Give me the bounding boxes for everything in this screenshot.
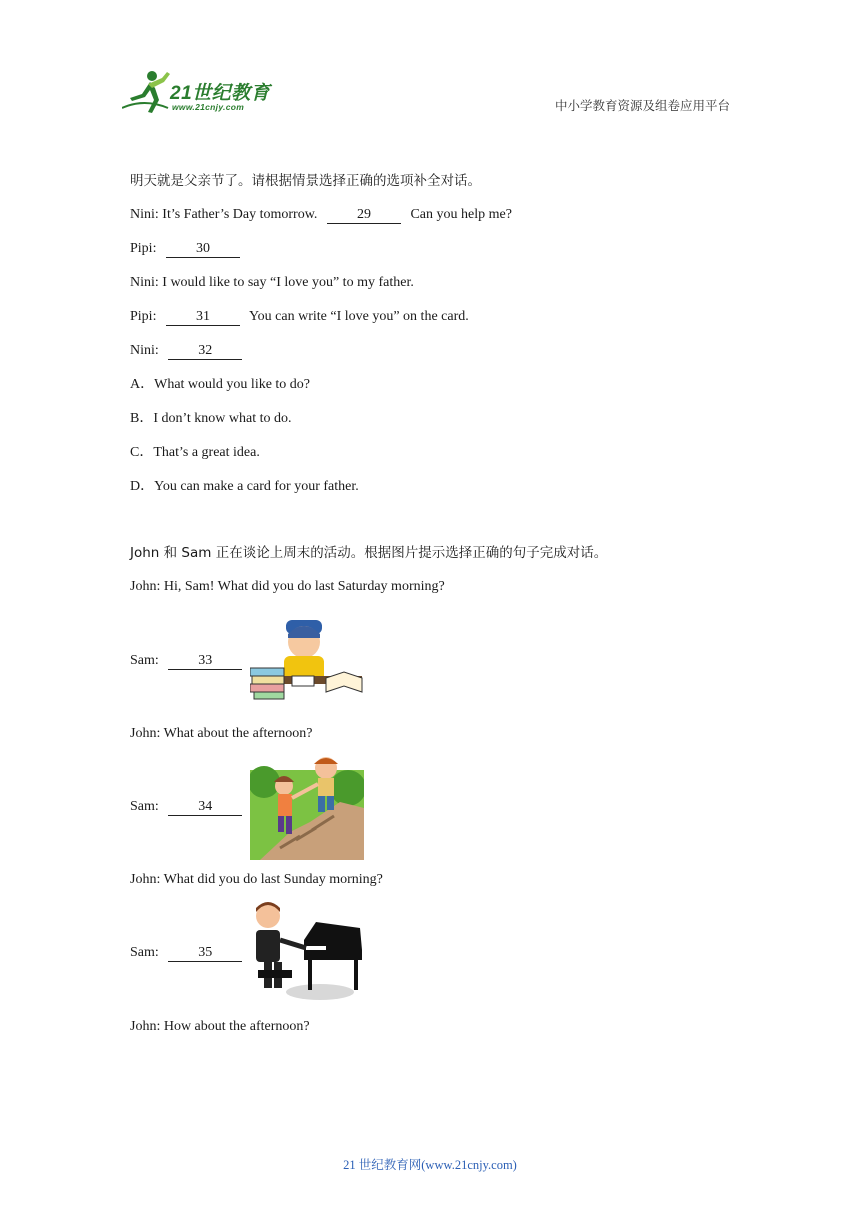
question-saturday-morning: John: Hi, Sam! What did you do last Saturday morning?	[130, 579, 445, 594]
dialogue-text: I would like to say “I love you” to my father.	[162, 275, 414, 290]
question-sunday-morning: John: What did you do last Sunday morning?	[130, 872, 383, 887]
speaker-label: Pipi:	[130, 241, 157, 256]
dialogue-text: It’s Father’s Day tomorrow.	[162, 207, 318, 222]
speaker-label: Pipi:	[130, 309, 157, 324]
speaker-label: Nini:	[130, 343, 159, 358]
section1-instruction: 明天就是父亲节了。请根据情景选择正确的选项补全对话。	[130, 173, 481, 189]
option-b: B．I don’t know what to do.	[130, 411, 292, 426]
answer-blank-30[interactable]: 30	[166, 241, 240, 258]
dialogue-line	[130, 274, 414, 292]
answer-blank-35[interactable]: 35	[168, 945, 242, 962]
dialogue-line	[130, 206, 512, 224]
speaker-label: Sam:	[130, 945, 159, 960]
answer-blank-31[interactable]: 31	[166, 309, 240, 326]
kids-climbing-hill-image	[250, 752, 364, 860]
logo-text: 21世纪教育	[170, 83, 271, 104]
option-a: A．What would you like to do?	[130, 377, 311, 392]
header-tagline: 中小学教育资源及组卷应用平台	[554, 98, 730, 113]
answer-blank-32[interactable]: 32	[168, 343, 242, 360]
answer-line-34	[130, 798, 248, 816]
section2-instruction: John 和 Sam 正在谈论上周末的活动。根据图片提示选择正确的句子完成对话。	[130, 545, 608, 561]
page-header	[0, 0, 860, 130]
dialogue-line	[130, 342, 248, 360]
dialogue-text: You can write “I love you” on the card.	[248, 309, 469, 324]
question-saturday-afternoon: John: What about the afternoon?	[130, 726, 313, 741]
answer-line-35	[130, 944, 248, 962]
speaker-label: Nini:	[130, 275, 159, 290]
speaker-label: Sam:	[130, 653, 159, 668]
question-sunday-afternoon: John: How about the afternoon?	[130, 1019, 310, 1034]
dialogue-line	[130, 240, 246, 258]
site-logo[interactable]	[122, 68, 292, 116]
boy-playing-piano-image	[250, 898, 364, 1002]
runner-logo-icon	[122, 68, 172, 114]
logo-url: www.21cnjy.com	[172, 102, 245, 112]
speaker-label: Nini:	[130, 207, 159, 222]
boy-reading-books-image	[250, 612, 364, 700]
dialogue-line	[130, 308, 469, 326]
answer-blank-34[interactable]: 34	[168, 799, 242, 816]
speaker-label: Sam:	[130, 799, 159, 814]
dialogue-text: Can you help me?	[410, 207, 512, 222]
page-footer[interactable]: 21 世纪教育网(www.21cnjy.com)	[343, 1158, 517, 1172]
answer-blank-33[interactable]: 33	[168, 653, 242, 670]
option-c: C．That’s a great idea.	[130, 445, 260, 460]
answer-line-33	[130, 652, 248, 670]
option-d: D．You can make a card for your father.	[130, 479, 359, 494]
answer-blank-29[interactable]: 29	[327, 207, 401, 224]
